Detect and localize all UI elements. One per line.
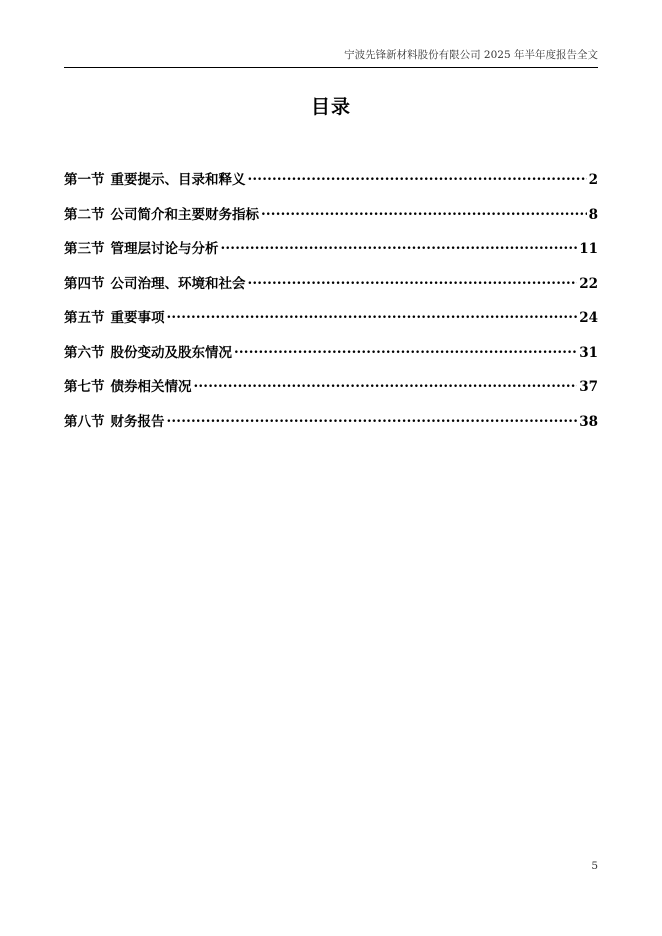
toc-section-title: 公司治理、环境和社会: [110, 275, 246, 292]
toc-section-number: 第五节: [64, 310, 105, 326]
toc-section-number: 第七节: [64, 379, 105, 395]
toc-section-title: 公司简介和主要财务指标: [110, 206, 259, 223]
toc-leader-dots: [221, 240, 578, 254]
header-divider: [64, 67, 598, 68]
toc-leader-dots: [167, 412, 578, 426]
toc-page-number: 2: [588, 172, 598, 188]
toc-page-number: 11: [579, 241, 598, 257]
page-number: 5: [591, 860, 598, 872]
toc-leader-dots: [248, 171, 587, 185]
toc-entry[interactable]: [64, 410, 598, 445]
toc-leader-dots: [248, 274, 578, 288]
toc-page-number: 24: [579, 310, 598, 326]
toc-section-title: 重要提示、目录和释义: [110, 172, 246, 188]
toc-section-number: 第一节: [64, 172, 105, 188]
toc-section-number: 第八节: [64, 413, 105, 430]
toc-section-title: 管理层讨论与分析: [110, 241, 219, 257]
toc-page-number: 8: [588, 206, 598, 223]
toc-section-title: 财务报告: [110, 413, 165, 430]
toc-page-number: 31: [579, 344, 598, 361]
toc-leader-dots: [261, 205, 587, 219]
page-title: 目录: [310, 96, 351, 118]
toc-entry[interactable]: [64, 272, 598, 307]
toc-entry[interactable]: [64, 306, 598, 341]
toc-entry[interactable]: [64, 203, 598, 238]
toc-section-title: 重要事项: [110, 310, 165, 326]
toc-section-number: 第四节: [64, 275, 105, 292]
toc-leader-dots: [167, 309, 578, 323]
toc-leader-dots: [234, 343, 577, 357]
toc-entry[interactable]: [64, 375, 598, 410]
toc-section-number: 第三节: [64, 241, 105, 257]
toc-entry[interactable]: [64, 341, 598, 376]
toc-page-number: 38: [579, 413, 598, 430]
toc-page-number: 37: [579, 379, 598, 395]
table-of-contents: [64, 168, 598, 444]
toc-section-number: 第二节: [64, 206, 105, 223]
toc-entry[interactable]: [64, 168, 598, 203]
toc-section-title: 债券相关情况: [110, 379, 192, 395]
running-header: 宁波先锋新材料股份有限公司 2025 年半年度报告全文: [344, 49, 598, 61]
toc-section-number: 第六节: [64, 344, 105, 361]
toc-page-number: 22: [579, 275, 598, 292]
toc-entry[interactable]: [64, 237, 598, 272]
toc-section-title: 股份变动及股东情况: [110, 344, 232, 361]
toc-leader-dots: [194, 378, 578, 392]
